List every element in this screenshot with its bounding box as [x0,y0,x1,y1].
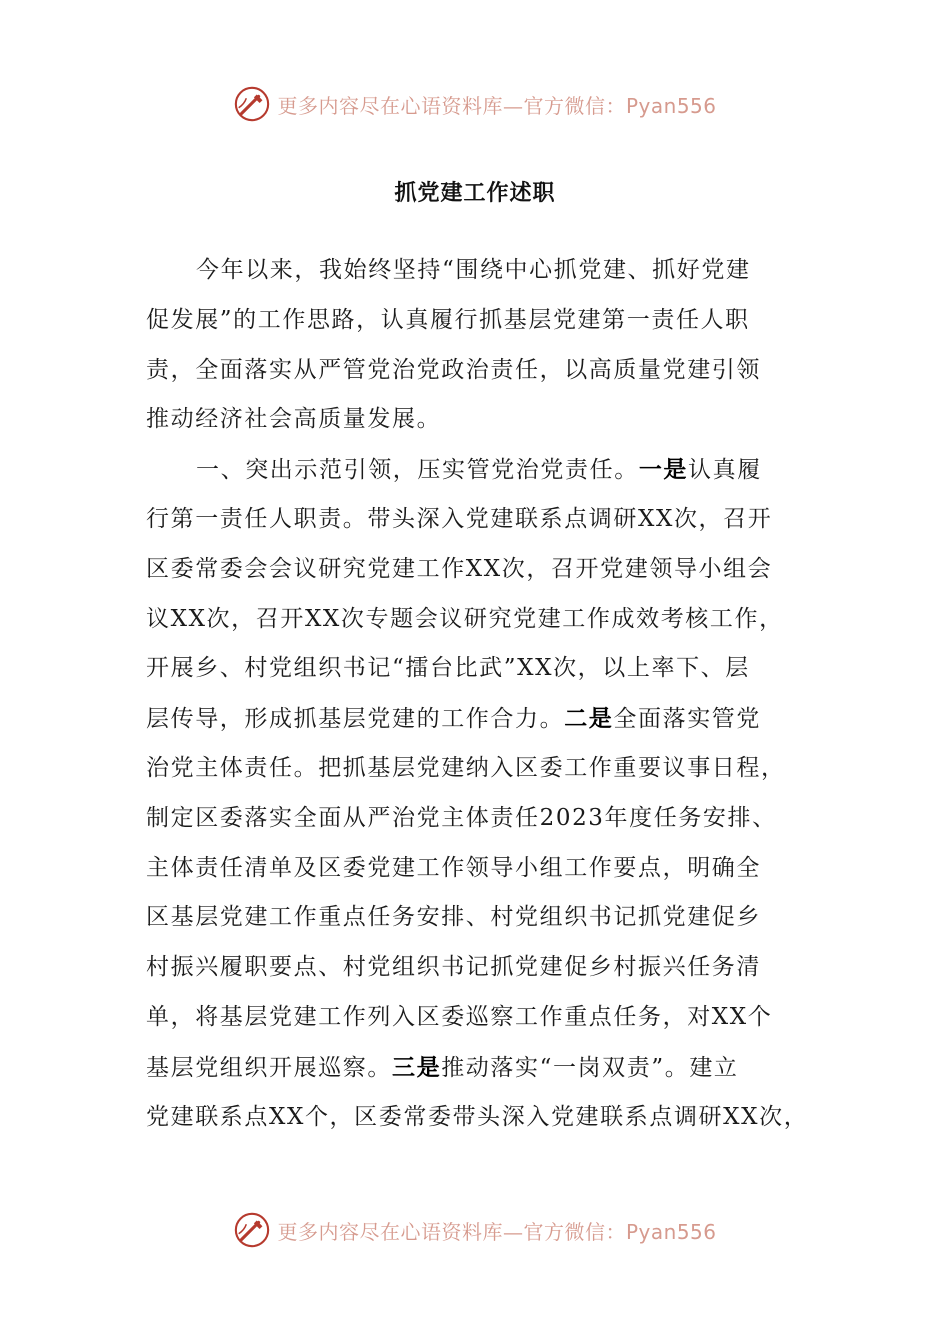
body-line [146,395,816,445]
pen-logo-icon [233,85,271,123]
text-segment: 推动落实“一岗双责”。建立 [441,1054,739,1081]
body-line [146,694,816,744]
watermark-text: 更多内容尽在心语资料库—官方微信：Pyan556 [277,1219,717,1244]
watermark-text: 更多内容尽在心语资料库—官方微信：Pyan556 [277,93,717,118]
emphasis-marker: 一是 [638,456,689,484]
emphasis-marker: 二是 [564,705,614,733]
body-line [146,943,816,993]
body-line [146,893,816,943]
text-segment: 区委常委会会议研究党建工作XX次，召开党建领导小组会 [146,555,773,582]
body-line [146,346,816,396]
text-segment: 开展乡、村党组织书记“擂台比武”XX次，以上率下、层 [146,655,750,682]
body-line [146,545,816,595]
text-segment: 党建联系点XX个，区委常委带头深入党建联系点调研XX次， [146,1103,809,1130]
body-line [146,595,816,645]
watermark-banner-top [0,82,950,126]
text-segment: 今年以来，我始终坚持“围绕中心抓党建、抓好党建 [196,257,751,283]
body-line [146,445,816,495]
emphasis-marker: 三是 [392,1053,442,1081]
text-segment: 责，全面落实从严管党治党政治责任，以高质量党建引领 [146,356,761,383]
watermark-handle: Pyan556 [625,1219,717,1244]
body-line [146,744,816,794]
watermark-banner-bottom [0,1208,950,1252]
text-segment: 全面落实管党 [613,706,762,733]
text-segment: 区基层党建工作重点任务安排、村党组织书记抓党建促乡 [146,904,761,931]
document-body [146,246,816,1142]
text-segment: 认真履 [688,457,762,484]
watermark-handle: Pyan556 [625,93,717,118]
body-line [146,246,816,296]
text-segment: 议XX次，召开XX次专题会议研究党建工作成效考核工作， [146,605,784,632]
text-segment: 村振兴履职要点、村党组织书记抓党建促乡村振兴任务清 [146,954,761,981]
text-segment: 制定区委落实全面从严治党主体责任2023年度任务安排、 [146,804,777,831]
body-line [146,1043,816,1093]
text-segment: 行第一责任人职责。带头深入党建联系点调研XX次，召开 [146,505,773,532]
text-segment: 单，将基层党建工作列入区委巡察工作重点任务，对XX个 [146,1003,773,1030]
text-segment: 层传导，形成抓基层党建的工作合力。 [146,706,565,733]
document-title: 抓党建工作述职 [394,180,556,206]
text-segment: 主体责任清单及区委党建工作领导小组工作要点，明确全 [146,854,761,881]
body-line [146,794,816,844]
body-line [146,844,816,894]
text-segment: 促发展”的工作思路，认真履行抓基层党建第一责任人职 [146,306,750,333]
pen-logo-icon [233,1211,271,1249]
text-segment: 一、突出示范引领，压实管党治党责任。 [196,457,639,484]
body-line [146,495,816,545]
text-segment: 推动经济社会高质量发展。 [146,406,442,433]
text-segment: 基层党组织开展巡察。 [146,1054,392,1081]
text-segment: 治党主体责任。把抓基层党建纳入区委工作重要议事日程， [146,754,786,781]
body-line [146,1093,816,1143]
body-line [146,644,816,694]
body-line [146,296,816,346]
body-line [146,993,816,1043]
